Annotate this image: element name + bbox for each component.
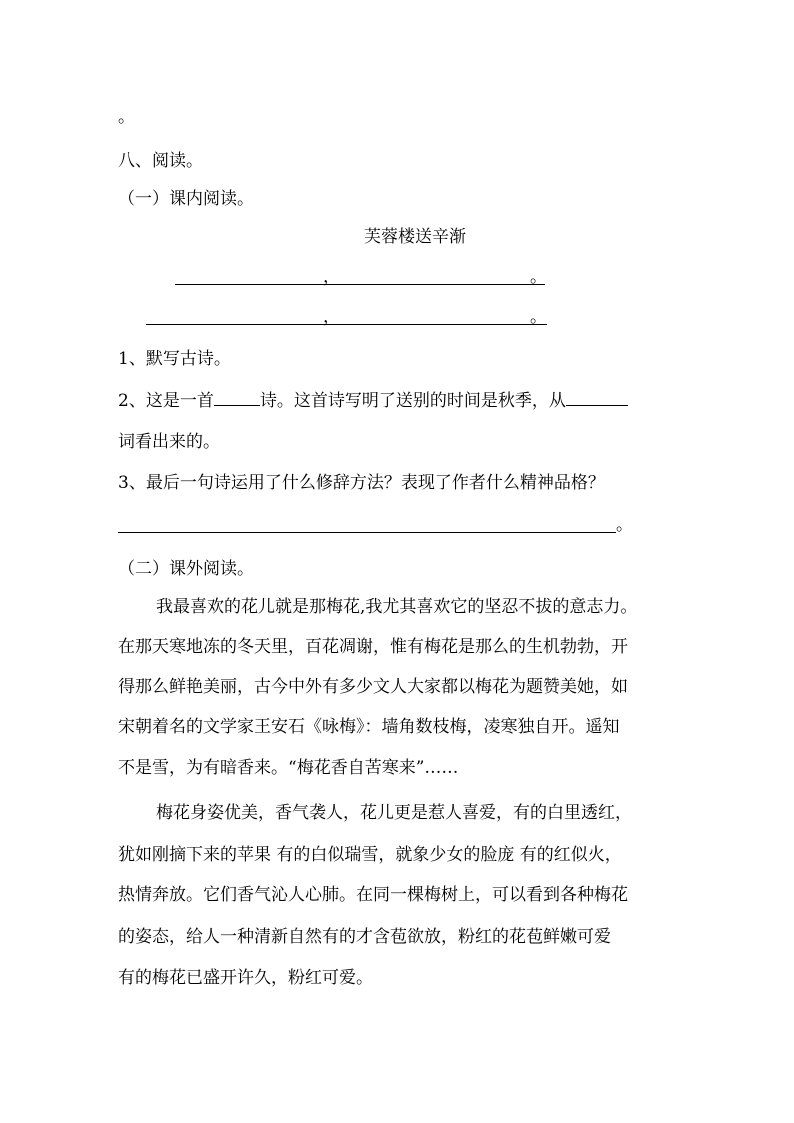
paragraph-1-line: 宋朝着名的文学家王安石《咏梅》：墙角数枝梅，凌寒独自开。遥知 xyxy=(118,717,620,737)
poem-blank-line-1[interactable] xyxy=(175,283,545,285)
section-title: 八、阅读。 xyxy=(118,151,203,171)
question-2-blank-1[interactable] xyxy=(214,404,260,406)
paragraph-1-line: 不是雪，为有暗香来。“梅花香自苦寒来”…… xyxy=(118,758,459,778)
question-3: 3、最后一句诗运用了什么修辞方法？表现了作者什么精神品格？ xyxy=(118,473,605,493)
poem-blank-line-2[interactable] xyxy=(146,323,547,325)
question-2-part-c: 词看出来的。 xyxy=(118,432,220,452)
question-3-answer-line[interactable] xyxy=(118,531,616,533)
question-2-row xyxy=(118,390,628,412)
poem-comma-1: ， xyxy=(323,267,340,287)
question-2-part-b: 诗。这首诗写明了送别的时间是秋季，从 xyxy=(259,391,566,411)
paragraph-2-line: 犹如刚摘下来的苹果 有的白似瑞雪，就象少女的脸庞 有的红似火， xyxy=(118,845,622,865)
question-1: 1、默写古诗。 xyxy=(118,349,231,369)
question-2-part-a: 2、这是一首 xyxy=(118,391,214,411)
paragraph-2-line: 热情奔放。它们香气沁人心肺。在同一棵梅树上，可以看到各种梅花 xyxy=(118,885,628,905)
poem-period-1: 。 xyxy=(530,267,547,287)
paragraph-1-line: 在那天寒地冻的冬天里，百花凋谢，惟有梅花是那么的生机勃勃，开 xyxy=(118,637,628,657)
paragraph-2-line: 梅花身姿优美，香气袭人，花儿更是惹人喜爱，有的白里透红， xyxy=(156,803,632,823)
part1-heading: （一）课内阅读。 xyxy=(118,189,254,209)
poem-comma-2: ， xyxy=(323,307,340,327)
paragraph-1-line: 我最喜欢的花儿就是那梅花,我尤其喜欢它的坚忍不拔的意志力。 xyxy=(156,597,638,617)
paragraph-2-line: 有的梅花已盛开许久，粉红可爱。 xyxy=(118,968,373,988)
top-period: 。 xyxy=(118,107,135,127)
paragraph-2-line: 的姿态，给人一种清新自然有的才含苞欲放，粉红的花苞鲜嫩可爱 xyxy=(118,927,611,947)
poem-period-2: 。 xyxy=(530,307,547,327)
part2-heading: （二）课外阅读。 xyxy=(118,559,254,579)
question-2-blank-2[interactable] xyxy=(566,404,628,406)
paragraph-1-line: 得那么鲜艳美丽，古今中外有多少文人大家都以梅花为题赞美她，如 xyxy=(118,677,628,697)
question-3-end-period: 。 xyxy=(616,515,633,535)
poem-title: 芙蓉楼送辛渐 xyxy=(364,227,466,247)
